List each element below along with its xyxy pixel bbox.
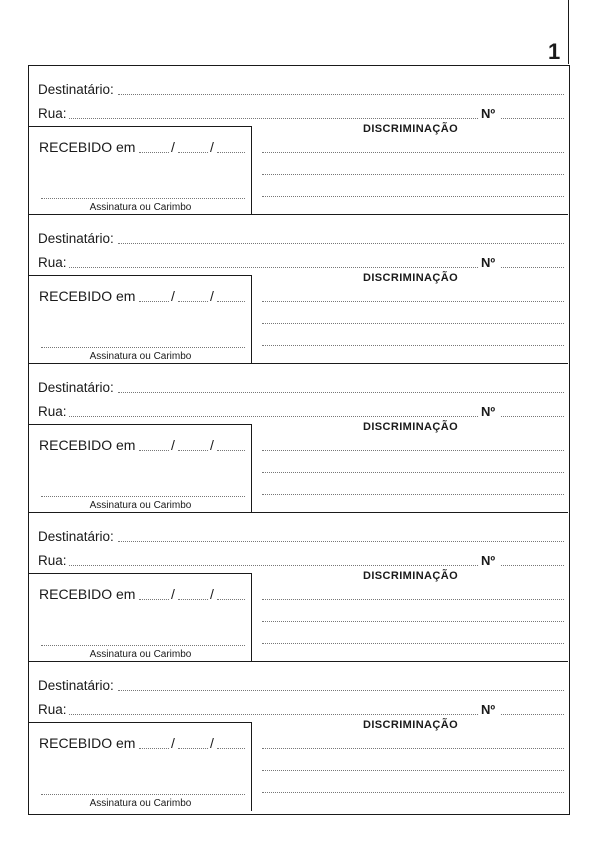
signature-field[interactable] [41,198,245,199]
description-title: DISCRIMINAÇÃO [363,570,459,582]
recipient-field[interactable] [118,690,564,691]
description-line[interactable] [262,770,564,771]
received-label: RECEBIDO em [39,586,136,602]
signature-field[interactable] [41,645,245,646]
signature-field[interactable] [41,347,245,348]
date-separator: / [210,586,214,602]
description-line[interactable] [262,621,564,622]
street-field[interactable] [69,416,478,417]
date-month-field[interactable] [178,301,208,302]
number-label: Nº [481,255,496,270]
date-month-field[interactable] [178,748,208,749]
street-label: Rua: [38,702,67,717]
delivery-slip-5 [29,662,568,811]
number-field[interactable] [501,565,564,566]
recipient-label: Destinatário: [38,678,114,693]
date-day-field[interactable] [139,152,169,153]
delivery-slip-3 [29,364,568,513]
number-label: Nº [481,404,496,419]
received-label: RECEBIDO em [39,735,136,751]
description-line[interactable] [262,345,564,346]
date-separator: / [171,139,175,155]
description-title: DISCRIMINAÇÃO [363,421,459,433]
recipient-field[interactable] [118,243,564,244]
receipt-form [28,65,570,815]
street-label: Rua: [38,553,67,568]
recipient-field[interactable] [118,94,564,95]
date-year-field[interactable] [217,748,245,749]
date-separator: / [210,288,214,304]
signature-caption: Assinatura ou Carimbo [89,649,192,660]
date-separator: / [210,437,214,453]
street-field[interactable] [69,565,478,566]
date-month-field[interactable] [178,152,208,153]
description-title: DISCRIMINAÇÃO [363,719,459,731]
date-day-field[interactable] [139,301,169,302]
street-label: Rua: [38,404,67,419]
delivery-slip-2 [29,215,568,364]
description-line[interactable] [262,450,564,451]
description-title: DISCRIMINAÇÃO [363,272,459,284]
signature-field[interactable] [41,794,245,795]
street-field[interactable] [69,118,478,119]
recipient-field[interactable] [118,392,564,393]
recipient-label: Destinatário: [38,82,114,97]
date-month-field[interactable] [178,450,208,451]
date-separator: / [210,139,214,155]
description-line[interactable] [262,323,564,324]
received-box [29,722,252,811]
description-line[interactable] [262,196,564,197]
description-title: DISCRIMINAÇÃO [363,123,459,135]
recipient-label: Destinatário: [38,231,114,246]
description-line[interactable] [262,643,564,644]
description-line[interactable] [262,494,564,495]
description-line[interactable] [262,792,564,793]
number-field[interactable] [501,118,564,119]
signature-caption: Assinatura ou Carimbo [89,351,192,362]
number-label: Nº [481,553,496,568]
description-line[interactable] [262,301,564,302]
number-label: Nº [481,702,496,717]
signature-field[interactable] [41,496,245,497]
street-label: Rua: [38,106,67,121]
received-box [29,126,252,215]
recipient-label: Destinatário: [38,529,114,544]
number-label: Nº [481,106,496,121]
date-year-field[interactable] [217,301,245,302]
received-label: RECEBIDO em [39,288,136,304]
signature-caption: Assinatura ou Carimbo [89,798,192,809]
description-line[interactable] [262,748,564,749]
date-separator: / [210,735,214,751]
signature-caption: Assinatura ou Carimbo [89,202,192,213]
recipient-field[interactable] [118,541,564,542]
number-field[interactable] [501,416,564,417]
date-separator: / [171,735,175,751]
recipient-label: Destinatário: [38,380,114,395]
received-box [29,275,252,364]
top-edge-line [568,0,569,64]
date-day-field[interactable] [139,450,169,451]
received-box [29,573,252,662]
date-year-field[interactable] [217,599,245,600]
date-month-field[interactable] [178,599,208,600]
page-number: 1 [548,39,561,64]
description-line[interactable] [262,599,564,600]
description-line[interactable] [262,152,564,153]
street-field[interactable] [69,714,478,715]
date-day-field[interactable] [139,599,169,600]
number-field[interactable] [501,714,564,715]
date-year-field[interactable] [217,450,245,451]
street-label: Rua: [38,255,67,270]
description-line[interactable] [262,174,564,175]
date-year-field[interactable] [217,152,245,153]
received-label: RECEBIDO em [39,437,136,453]
received-label: RECEBIDO em [39,139,136,155]
date-separator: / [171,437,175,453]
number-field[interactable] [501,267,564,268]
received-box [29,424,252,513]
signature-caption: Assinatura ou Carimbo [89,500,192,511]
date-day-field[interactable] [139,748,169,749]
date-separator: / [171,586,175,602]
date-separator: / [171,288,175,304]
delivery-slip-1 [29,66,568,215]
delivery-slip-4 [29,513,568,662]
street-field[interactable] [69,267,478,268]
description-line[interactable] [262,472,564,473]
